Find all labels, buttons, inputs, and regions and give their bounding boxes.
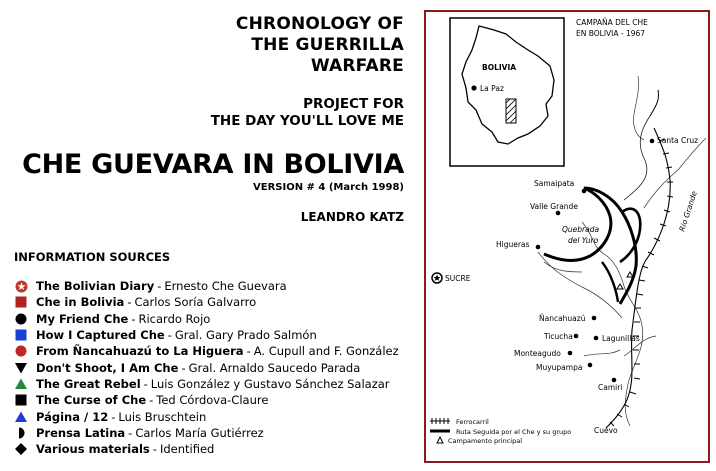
legend-railway-label: Ferrocarril [456, 418, 489, 426]
star-circle-icon [14, 279, 28, 293]
project-title: PROJECT FOR THE DAY YOU'LL LOVE ME [210, 96, 404, 129]
sources-heading: INFORMATION SOURCES [14, 250, 171, 264]
camiri-label: Camiri [598, 383, 623, 392]
lagunillas-label: Lagunillas [602, 334, 640, 343]
square-icon [14, 328, 28, 342]
samaipata-marker [582, 189, 587, 194]
higueras-label: Higueras [496, 240, 530, 249]
samaipata-label: Samaipata [534, 179, 575, 188]
half-moon-icon [14, 426, 28, 440]
muyupampa-marker [588, 363, 593, 368]
legend-camp-label: Campamento principal [448, 437, 523, 445]
legend-route-label: Ruta Seguida por el Che y su grupo [456, 428, 572, 436]
list-item[interactable]: How I Captured Che - Gral. Gary Prado Salmón [14, 327, 399, 343]
list-item[interactable]: Various materials - Identified [14, 441, 399, 457]
nancahuazu-label: Ñancahuazú [539, 314, 586, 323]
santa-cruz-label: Santa Cruz [657, 136, 699, 145]
valle-grande-marker [556, 211, 561, 216]
muyupampa-label: Muyupampa [536, 363, 583, 372]
valle-grande-label: Valle Grande [530, 202, 578, 211]
ticucha-marker [574, 334, 579, 339]
list-item[interactable]: My Friend Che - Ricardo Rojo [14, 311, 399, 327]
square-icon [14, 295, 28, 309]
la-paz-label: La Paz [480, 84, 504, 93]
square-icon [14, 393, 28, 407]
map-title-line-1: CAMPAÑA DEL CHE [576, 18, 648, 27]
la-paz-marker [471, 85, 476, 90]
author-name: LEANDRO KATZ [300, 210, 404, 224]
triangle-up-icon [14, 410, 28, 424]
list-item[interactable]: Página / 12 - Luis Bruschtein [14, 408, 399, 424]
campaign-map [424, 10, 710, 463]
triangle-up-icon [14, 377, 28, 391]
camiri-marker [612, 378, 617, 383]
lagunillas-marker [594, 336, 599, 341]
circle-icon [14, 312, 28, 326]
monteagudo-marker [568, 351, 573, 356]
main-title: CHE GUEVARA IN BOLIVIA [22, 149, 404, 180]
circle-icon [14, 344, 28, 358]
list-item[interactable]: The Great Rebel - Luis González y Gustavo Sánchez Salazar [14, 376, 399, 392]
version-label: VERSION # 4 (March 1998) [253, 182, 404, 193]
quebrada-label-2: del Yuro [568, 236, 599, 245]
list-item[interactable]: From Ñancahuazú to La Higuera - A. Cupull and F. González [14, 343, 399, 359]
triangle-down-icon [14, 361, 28, 375]
cuevo-label: Cuevo [594, 426, 618, 435]
diamond-icon [14, 442, 28, 456]
map-title-line-2: EN BOLIVIA - 1967 [576, 29, 646, 38]
nancahuazu-marker [592, 316, 597, 321]
ticucha-label: Ticucha [544, 332, 573, 341]
santa-cruz-marker [650, 139, 655, 144]
sources-list [14, 278, 399, 457]
list-item[interactable]: The Bolivian Diary - Ernesto Che Guevara [14, 278, 399, 294]
rio-grande-label: Rio Grande [677, 189, 699, 233]
list-item[interactable]: Che in Bolivia - Carlos Soría Galvarro [14, 294, 399, 310]
list-item[interactable]: Prensa Latina - Carlos María Gutiérrez [14, 425, 399, 441]
chronology-title: CHRONOLOGY OF THE GUERRILLA WARFARE [235, 14, 404, 76]
monteagudo-label: Monteagudo [514, 349, 561, 358]
quebrada-label-1: Quebrada [562, 225, 600, 234]
sucre-label: SUCRE [445, 274, 471, 283]
list-item[interactable]: The Curse of Che - Ted Córdova-Claure [14, 392, 399, 408]
higueras-marker [536, 245, 541, 250]
list-item[interactable]: Don't Shoot, I Am Che - Gral. Arnaldo Saucedo Parada [14, 359, 399, 375]
inset-country-label: BOLIVIA [482, 63, 517, 72]
